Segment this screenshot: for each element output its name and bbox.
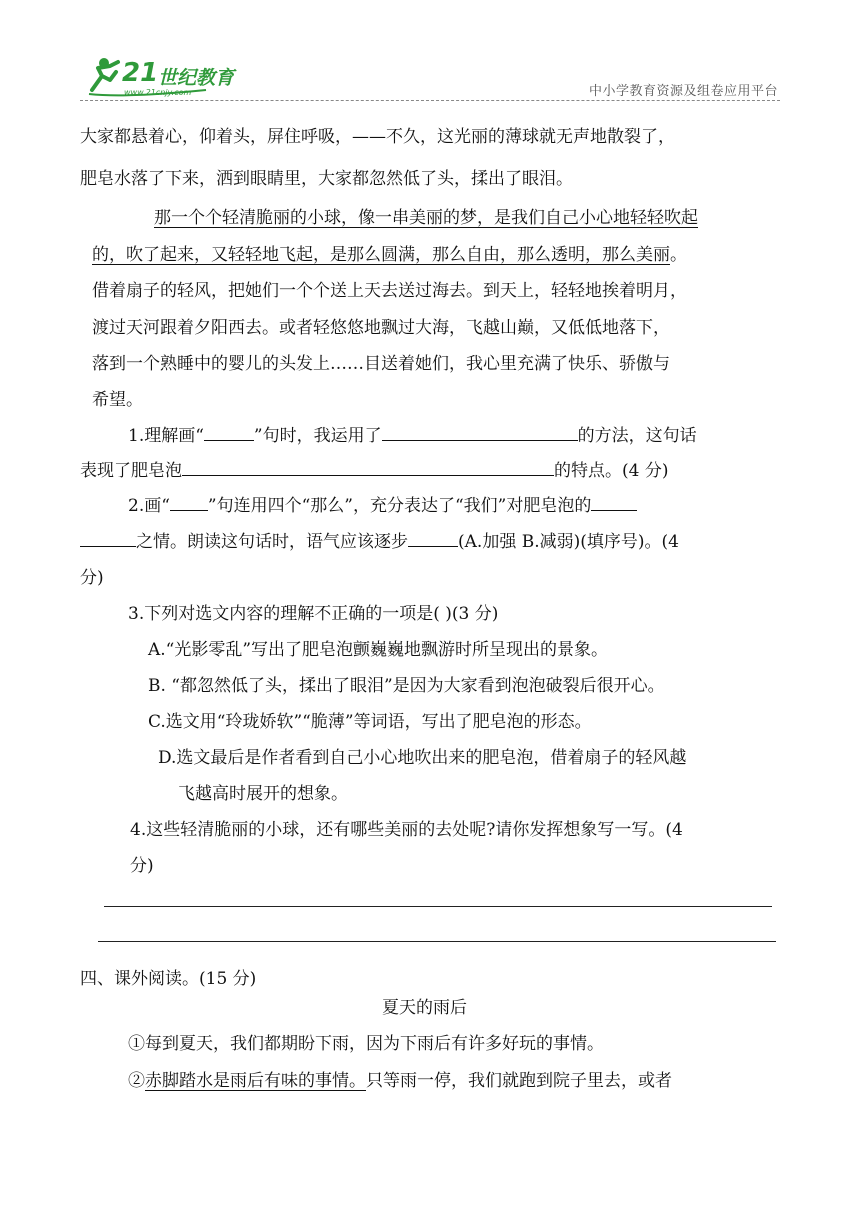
logo-url: www.21cnjy.com xyxy=(124,88,192,97)
answer-blank[interactable] xyxy=(204,424,254,441)
punctuation: 。 xyxy=(670,245,687,265)
platform-name: 中小学教育资源及组卷应用平台 xyxy=(588,84,778,99)
question-1 xyxy=(128,421,697,446)
answer-blank[interactable] xyxy=(408,530,458,547)
answer-blank[interactable] xyxy=(382,424,578,441)
question-text: (A.加强 B.减弱)(填序号)。(4 xyxy=(458,532,679,552)
passage-line: 肥皂水落了下来，洒到眼睛里，大家都忽然低了头，揉出了眼泪。 xyxy=(80,169,573,189)
option-d[interactable]: D.选文最后是作者看到自己小心地吹出来的肥皂泡，借着扇子的轻风越 xyxy=(158,748,687,768)
question-text: 1.理解画“ xyxy=(128,426,204,446)
answer-blank[interactable] xyxy=(80,530,136,547)
answer-blank[interactable] xyxy=(170,494,208,511)
underlined-sentence: 赤脚踏水是雨后有味的事情。 xyxy=(145,1071,366,1091)
article-paragraph: ①每到夏天，我们都期盼下雨，因为下雨后有许多好玩的事情。 xyxy=(128,1034,604,1054)
option-a[interactable]: A.“光影零乱”写出了肥皂泡颤巍巍地飘游时所呈现出的景象。 xyxy=(148,640,609,660)
logo-number: 21 xyxy=(122,58,159,88)
question-text: 的方法，这句话 xyxy=(577,426,697,446)
answer-blank[interactable] xyxy=(591,494,637,511)
paragraph-text: 只等雨一停，我们就跑到院子里去，或者 xyxy=(366,1071,672,1091)
question-4: 4.这些轻清脆丽的小球，还有哪些美丽的去处呢?请你发挥想象写一写。(4 xyxy=(130,820,683,840)
question-4-cont: 分) xyxy=(130,856,154,876)
question-text: 之情。朗读这句话时，语气应该逐步 xyxy=(136,532,408,552)
passage-line: 借着扇子的轻风，把她们一个个送上天去送过海去。到天上，轻轻地挨着明月， xyxy=(92,281,687,301)
question-text: 2.画“ xyxy=(128,496,170,516)
question-1-cont xyxy=(80,456,668,481)
question-2-cont: 分) xyxy=(80,568,104,588)
writing-line[interactable] xyxy=(104,906,772,907)
answer-blank[interactable] xyxy=(182,459,554,476)
logo-text: 世纪教育 xyxy=(158,67,235,89)
option-c[interactable]: C.选文用“玲珑娇软”“脆薄”等词语，写出了肥皂泡的形态。 xyxy=(148,712,592,732)
passage-line: 落到一个熟睡中的婴儿的头发上……目送着她们，我心里充满了快乐、骄傲与 xyxy=(92,354,670,374)
article-paragraph xyxy=(128,1066,672,1091)
article-title: 夏天的雨后 xyxy=(382,998,467,1018)
section-heading: 四、课外阅读。(15 分) xyxy=(80,969,257,989)
passage-line: 渡过天河跟着夕阳西去。或者轻悠悠地飘过大海，飞越山巅，又低低地落下， xyxy=(92,318,670,338)
option-b[interactable]: B. “都忽然低了头，揉出了眼泪”是因为大家看到泡泡破裂后很开心。 xyxy=(148,676,665,696)
question-text: ”句连用四个“那么”，充分表达了“我们”对肥皂泡的 xyxy=(207,496,592,516)
question-text: ”句时，我运用了 xyxy=(253,426,382,446)
question-2-cont xyxy=(80,527,679,552)
question-text: 的特点。(4 分) xyxy=(554,461,669,481)
writing-line[interactable] xyxy=(98,941,776,942)
paragraph-number: ② xyxy=(128,1071,145,1091)
question-3: 3.下列对选文内容的理解不正确的一项是( )(3 分) xyxy=(128,604,499,624)
underlined-sentence: 那一个个轻清脆丽的小球，像一串美丽的梦，是我们自己小心地轻轻吹起 xyxy=(154,208,698,228)
question-text: 表现了肥皂泡 xyxy=(80,461,182,481)
header-divider xyxy=(80,100,780,101)
option-d-cont: 飞越高时展开的想象。 xyxy=(178,784,348,804)
passage-line: 希望。 xyxy=(92,390,143,410)
underlined-sentence: 的，吹了起来，又轻轻地飞起，是那么圆满，那么自由，那么透明，那么美丽 xyxy=(92,245,670,265)
passage-line: 大家都悬着心，仰着头，屏住呼吸，——不久，这光丽的薄球就无声地散裂了， xyxy=(80,127,675,147)
passage-line xyxy=(92,240,687,265)
question-2 xyxy=(128,491,637,516)
